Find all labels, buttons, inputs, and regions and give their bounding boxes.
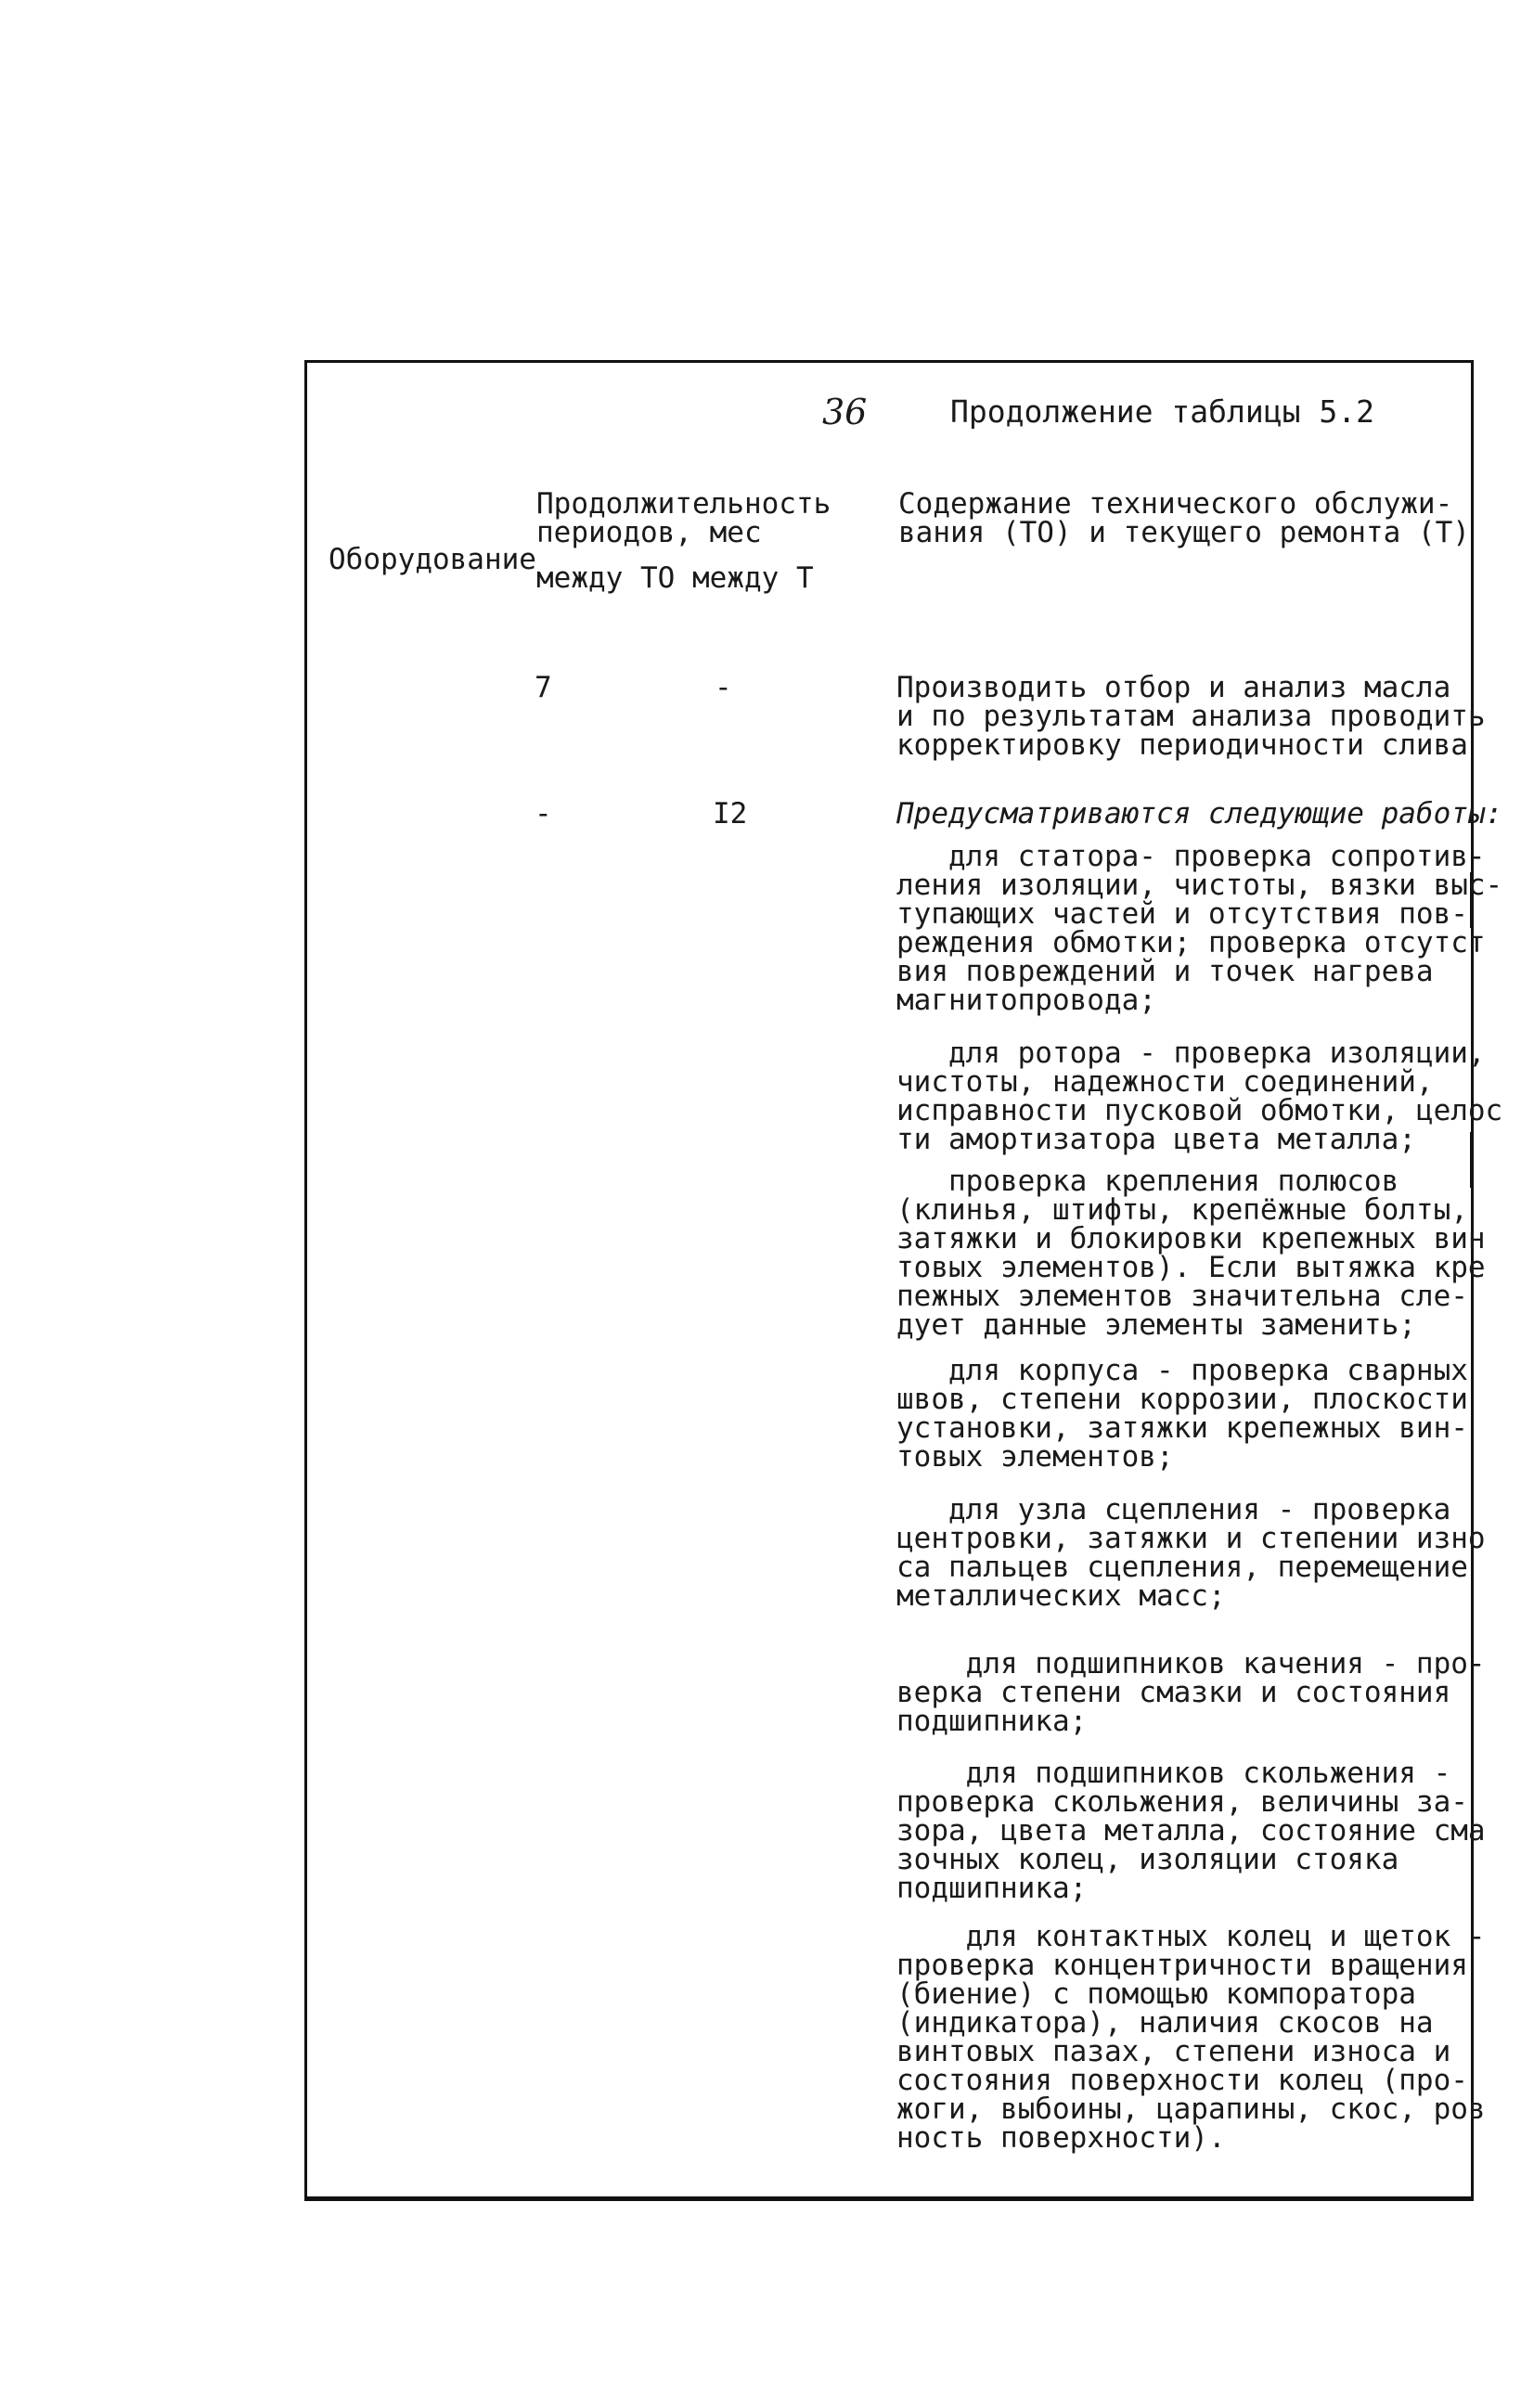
paragraph-coupling: для узла сцепления - проверка центровки, затяжки и степении изно са пальцев сцепления, перемещение металлических масс; — [896, 1493, 1486, 1613]
row1-between-t: - — [715, 671, 732, 704]
row2-between-t: I2 — [713, 797, 748, 831]
row1-between-to: 7 — [535, 671, 552, 704]
header-equipment: Оборудование — [329, 543, 536, 576]
paragraph-rolling-bearings: для подшипников качения - про- верка степени смазки и состояния подшипника; — [896, 1647, 1486, 1738]
page-number: 36 — [822, 392, 868, 432]
row1-content: Производить отбор и анализ масла и по результатам анализа проводить корректировку периодичности слива — [896, 671, 1486, 762]
paragraph-sliding-bearings: для подшипников скольжения - проверка скольжения, величины за- зора, цвета металла, состояние сма зочных колец, изоляции стояка подшипника; — [896, 1757, 1486, 1905]
paragraph-rotor: для ротора - проверка изоляции, чистоты, надежности соединений, исправности пусковой обмотки, целос ти амортизатора цвета металла; — [896, 1037, 1503, 1156]
paragraph-slip-rings: для контактных колец и щеток - проверка концентричности вращения (биение) с помощью компоратора (индикатора), наличия скосов на винтовых пазах, степени износа и состояния поверхности колец (про- жоги, выбоины, царапины, скос, ров ность поверхности). — [896, 1920, 1486, 2155]
paragraph-poles: проверка крепления полюсов (клинья, штифты, крепёжные болты, затяжки и блокировки крепежных вин товых элементов). Если вытяжка кре пежных элементов значительна сле- дует данные элементы заменить; — [896, 1165, 1486, 1342]
paragraph-housing: для корпуса - проверка сварных швов, степени коррозии, плоскости установки, затяжки крепежных вин- товых элементов; — [896, 1354, 1468, 1474]
header-duration: Продолжительность периодов, мес — [536, 487, 831, 549]
row2-intro: Предусматриваются следующие работы: — [896, 797, 1503, 831]
row2-between-to: - — [535, 797, 552, 831]
table-caption: Продолжение таблицы 5.2 — [950, 393, 1374, 430]
header-content: Содержание технического обслужи- вания (ТО) и текущего ремонта (Т) — [898, 487, 1470, 549]
header-subcolumns: между ТО между Т — [536, 561, 814, 595]
paragraph-stator: для статора- проверка сопротив- ления изоляции, чистоты, вязки выс- тупающих частей и отсутствия пов- реждения обмотки; проверка отсутст вия повреждений и точек нагрева магнитопровода; — [896, 840, 1503, 1017]
